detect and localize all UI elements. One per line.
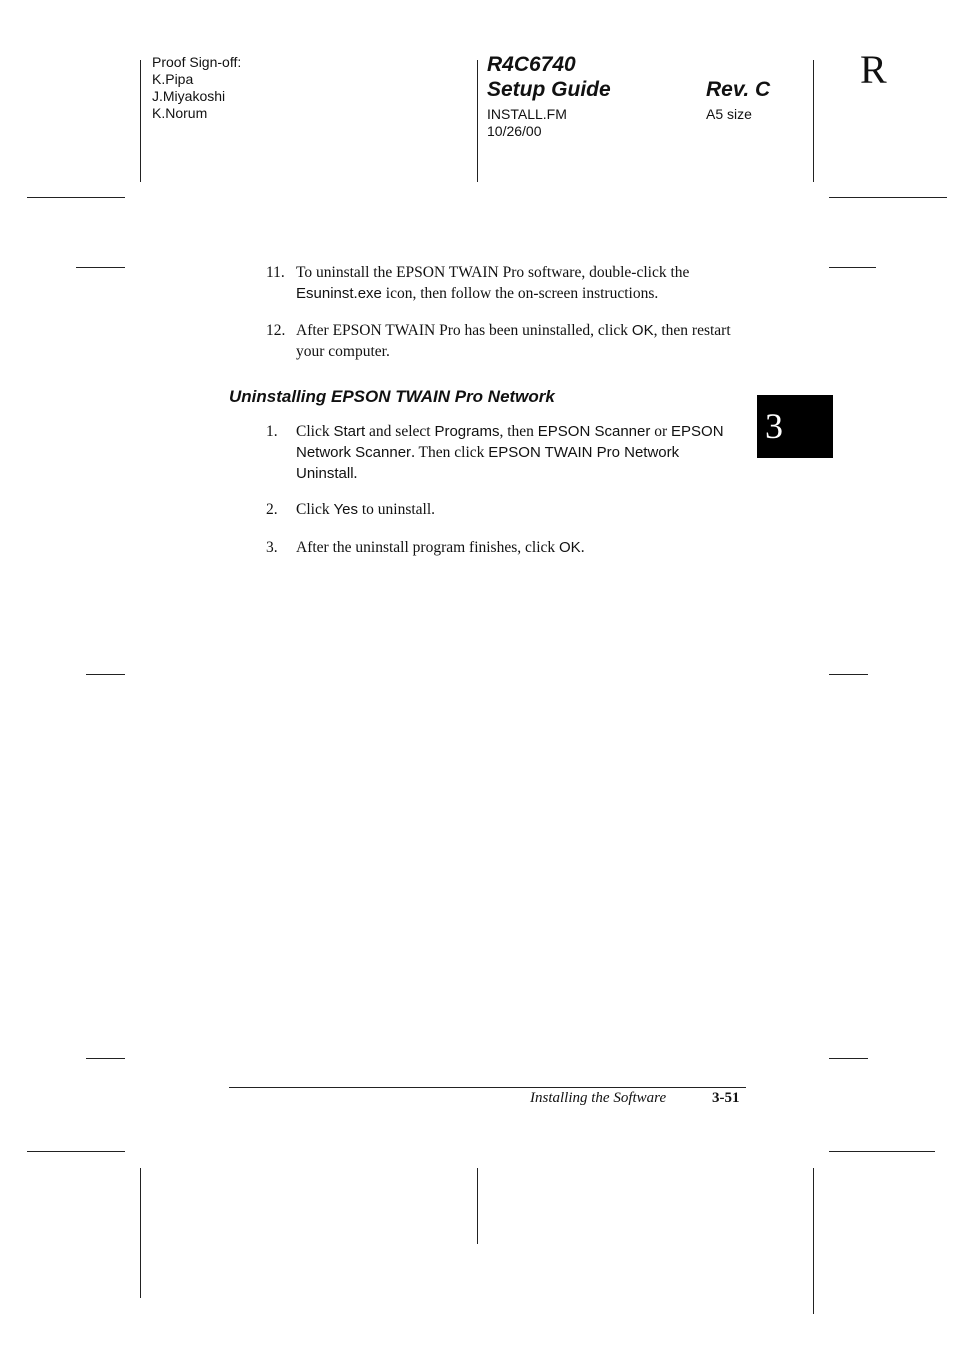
step-text (296, 421, 736, 484)
crop-mark (140, 60, 141, 182)
ui-term: EPSON Scanner (537, 423, 651, 440)
ui-term: EPSON Network Scanner (296, 423, 724, 461)
step-item (266, 499, 756, 520)
signoff-name: J.Miyakoshi (152, 88, 226, 104)
step-text-run: , then (499, 423, 538, 440)
crop-mark (140, 1168, 141, 1298)
crop-mark (829, 1058, 868, 1059)
crop-mark (829, 267, 876, 268)
step-text-run: Click (296, 501, 334, 518)
crop-mark (477, 60, 478, 182)
step-text-run: . (353, 465, 358, 482)
step-text-run: icon, then follow the on-screen instructions. (381, 285, 659, 302)
signoff-name: K.Pipa (152, 71, 194, 87)
section-heading: Uninstalling EPSON TWAIN Pro Network (229, 387, 555, 406)
step-item (266, 537, 756, 558)
ui-term: Programs (434, 423, 500, 440)
paper-size: A5 size (706, 106, 752, 122)
footer-title: Installing the Software (530, 1090, 667, 1106)
crop-mark (477, 1168, 478, 1244)
crop-mark (813, 1168, 814, 1314)
step-text-run: Click (296, 423, 334, 440)
step-text (296, 262, 756, 304)
step-number: 3. (266, 539, 278, 556)
ui-term: OK (559, 539, 581, 556)
crop-mark (76, 267, 125, 268)
page-number: 3-51 (712, 1090, 740, 1106)
footer-rule (229, 1087, 746, 1088)
step-number: 12. (266, 322, 286, 339)
crop-mark (829, 674, 868, 675)
file-name: INSTALL.FM (487, 106, 567, 122)
corner-mark: R (860, 47, 887, 92)
crop-mark (27, 1151, 125, 1152)
model-number: R4C6740 (487, 53, 576, 76)
ui-term: Esuninst.exe (296, 285, 382, 302)
guide-title: Setup Guide (487, 78, 611, 101)
step-text-run: to uninstall. (357, 501, 436, 518)
revision-label: Rev. C (706, 78, 771, 101)
step-text-run: , then restart your computer. (296, 322, 731, 360)
step-number: 1. (266, 423, 278, 440)
ui-term: Start (333, 423, 366, 440)
step-item (266, 262, 756, 304)
step-number: 11. (266, 264, 285, 281)
ui-term: EPSON TWAIN Pro Network Uninstall (296, 444, 680, 482)
proof-signoff (152, 54, 241, 122)
signoff-name: K.Norum (152, 105, 208, 121)
file-date: 10/26/00 (487, 123, 542, 139)
ui-term: Yes (333, 501, 358, 518)
step-text-run: . Then click (411, 444, 489, 461)
ui-term: OK (631, 322, 654, 339)
crop-mark (829, 1151, 935, 1152)
step-text-run: or (650, 423, 672, 440)
step-item (266, 421, 736, 484)
step-item (266, 320, 756, 362)
step-text-run: . (580, 539, 585, 556)
crop-mark (829, 197, 947, 198)
step-text-run: After EPSON TWAIN Pro has been uninstalled, click (296, 322, 632, 339)
step-number: 2. (266, 501, 278, 518)
chapter-tab: 3 (757, 395, 833, 458)
step-text-run: After the uninstall program finishes, click (296, 539, 560, 556)
crop-mark (86, 1058, 125, 1059)
step-text (296, 499, 756, 520)
crop-mark (813, 60, 814, 182)
crop-mark (27, 197, 125, 198)
signoff-label: Proof Sign-off: (152, 54, 242, 70)
step-text (296, 320, 756, 362)
step-text-run: and select (365, 423, 435, 440)
step-text (296, 537, 756, 558)
crop-mark (86, 674, 125, 675)
step-text-run: To uninstall the EPSON TWAIN Pro software, double-click the (296, 264, 690, 281)
